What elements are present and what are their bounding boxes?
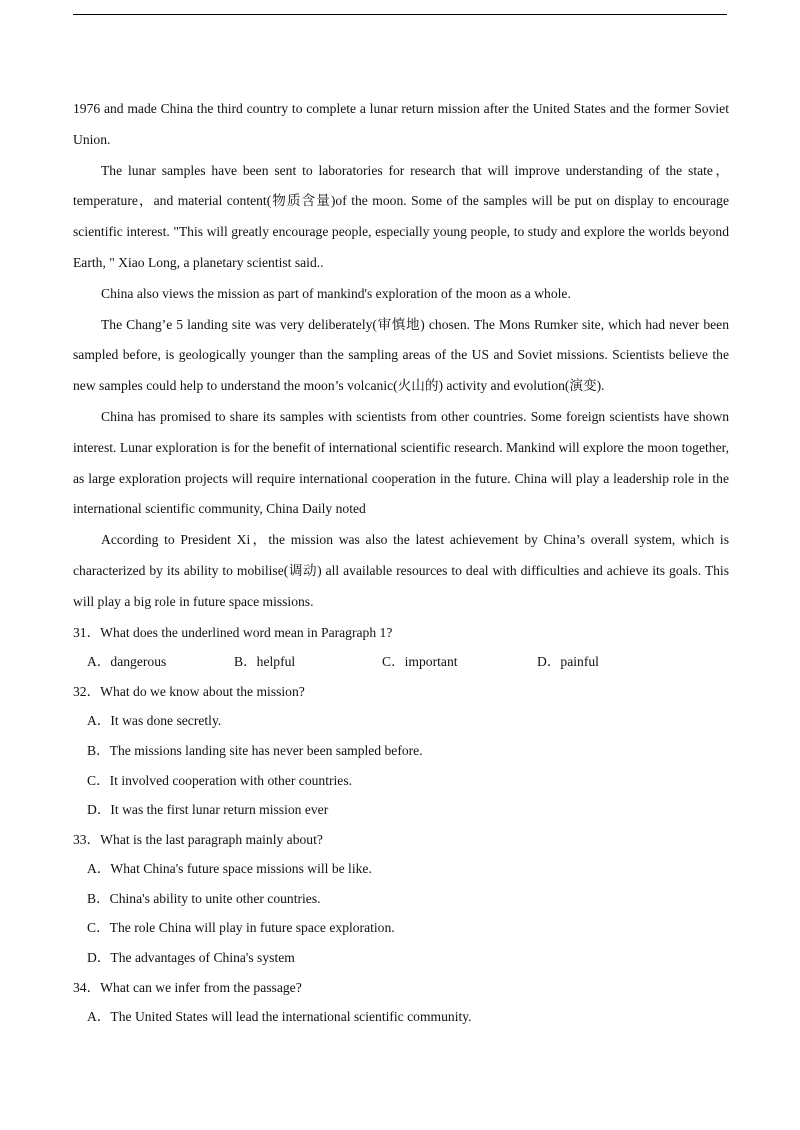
passage-paragraph-president: According to President Xi，the mission was also the latest achievement by China’s overall system, which is characterized by its ability to mobilise(调动) all available resources to deal with difficulties and achieve its goals. This will play a big role in future space missions. xyxy=(73,532,729,609)
option-c: C．The role China will play in future space exploration. xyxy=(87,920,395,936)
option-b: B．helpful xyxy=(234,654,296,670)
option-row xyxy=(87,647,729,677)
option-a: A．It was done secretly. xyxy=(87,713,222,729)
option-d: D．The advantages of China's system xyxy=(87,950,295,966)
question-stem: 32．What do we know about the mission? xyxy=(73,683,305,699)
option-c: C．It involved cooperation with other countries. xyxy=(87,772,353,788)
passage-paragraph-mankind: China also views the mission as part of mankind's exploration of the moon as a whole. xyxy=(101,285,571,301)
option-c: C．important xyxy=(382,654,458,670)
option-a: A．dangerous xyxy=(87,654,167,670)
passage-paragraph-sharing: China has promised to share its samples with scientists from other countries. Some foreign scientists have shown interest. Lunar exploration is for the benefit of international scientific research. Mankind will explore the moon together, as large exploration projects will require international cooperation in the future. China will play a leadership role in the international scientific community, China Daily noted xyxy=(73,408,729,517)
option-d: D．It was the first lunar return mission ever xyxy=(87,802,329,818)
question-31 xyxy=(73,618,729,677)
question-34 xyxy=(73,973,729,1032)
question-stem: 33．What is the last paragraph mainly about? xyxy=(73,831,323,847)
option-a: A．What China's future space missions will be like. xyxy=(87,861,372,877)
option-b: B．China's ability to unite other countries. xyxy=(87,890,321,906)
question-33 xyxy=(73,825,729,973)
document-body xyxy=(73,94,729,1032)
question-stem: 31．What does the underlined word mean in Paragraph 1? xyxy=(73,624,393,640)
question-32 xyxy=(73,677,729,825)
option-a: A．The United States will lead the international scientific community. xyxy=(87,1009,472,1025)
question-stem: 34．What can we infer from the passage? xyxy=(73,979,302,995)
option-d: D．painful xyxy=(537,654,599,670)
passage-paragraph-landing-site: The Chang’e 5 landing site was very deliberately(审慎地) chosen. The Mons Rumker site, which had never been sampled before, is geologically younger than the sampling areas of the US and Soviet missions. Scientists believe the new samples could help to understand the moon’s volcanic(火山的) activity and evolution(演变). xyxy=(73,316,729,394)
option-b: B．The missions landing site has never been sampled before. xyxy=(87,742,423,758)
passage-paragraph-lunar-samples: The lunar samples have been sent to laboratories for research that will improve understanding of the state，temperature，and material content(物质含量)of the moon. Some of the samples will be put on display to encourage scientific interest. "This will greatly encourage people, especially young people, to study and explore the worlds beyond Earth, " Xiao Long, a planetary scientist said.. xyxy=(73,162,729,270)
header-rule xyxy=(73,14,727,15)
passage-paragraph-continued: 1976 and made China the third country to complete a lunar return mission after the United States and the former Soviet Union. xyxy=(73,101,729,147)
